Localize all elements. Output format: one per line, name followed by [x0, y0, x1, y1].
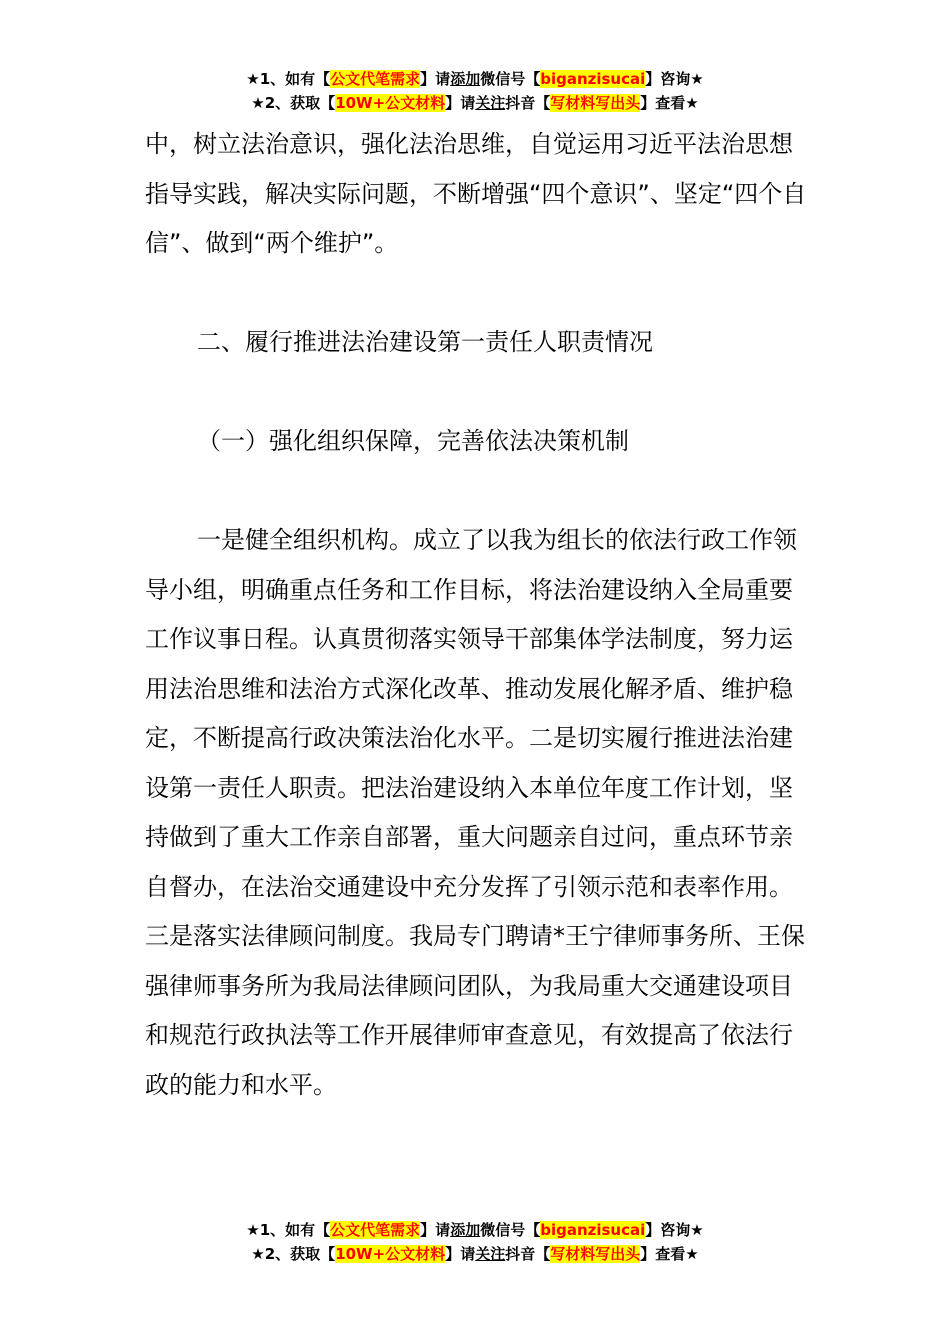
banner-text: ★2、获取【 [251, 94, 336, 112]
banner-text: 】查看★ [640, 1245, 699, 1263]
spacer [145, 269, 810, 319]
banner-highlight: 10W+公文材料 [335, 94, 446, 112]
paragraph: 一是健全组织机构。成立了以我为组长的依法行政工作领导小组，明确重点任务和工作目标，将法治建设纳入全局重要工作议事日程。认真贯彻落实领导干部集体学法制度，努力运用法治思维和法治方式深化改革、推动发展化解矛盾、维护稳定，不断提高行政决策法治化水平。二是切实履行推进法治建设第一责任人职责。把法治建设纳入本单位年度工作计划，坚持做到了重大工作亲自部署，重大问题亲自过问，重点环节亲自督办，在法治交通建设中充分发挥了引领示范和表率作用。三是落实法律顾问制度。我局专门聘请*王宁律师事务所、王保强律师事务所为我局法律顾问团队，为我局重大交通建设项目和规范行政执法等工作开展律师审查意见，有效提高了依法行政的能力和水平。 [145, 526, 805, 1099]
banner-text: 】请 [445, 94, 476, 112]
banner-line-2 [0, 1242, 950, 1266]
banner-text: ★1、如有【 [246, 70, 331, 88]
banner-text: 】咨询★ [645, 1221, 704, 1239]
banner-line-2 [0, 91, 950, 115]
banner-text: 】请 [420, 1221, 451, 1239]
banner-text: 微信号【 [480, 70, 541, 88]
banner-line-1 [0, 1218, 950, 1242]
banner-highlight: 10W+公文材料 [335, 1245, 446, 1263]
banner-text: 微信号【 [480, 1221, 541, 1239]
sub-heading: （一）强化组织保障，完善依法决策机制 [197, 427, 629, 455]
spacer [145, 467, 810, 517]
banner-text: ★2、获取【 [251, 1245, 336, 1263]
banner-underline-text: 关注 [475, 1245, 506, 1263]
footer-banner [0, 1218, 950, 1266]
banner-text: ★1、如有【 [246, 1221, 331, 1239]
banner-text: 】请 [445, 1245, 476, 1263]
document-body [145, 120, 810, 1110]
banner-line-1 [0, 67, 950, 91]
section-heading: 二、履行推进法治建设第一责任人职责情况 [197, 328, 653, 356]
banner-highlight-wechat: biganzisucai [540, 70, 646, 88]
spacer [145, 368, 810, 418]
header-banner [0, 67, 950, 115]
banner-text: 】请 [420, 70, 451, 88]
banner-text: 】查看★ [640, 94, 699, 112]
banner-text: 】咨询★ [645, 70, 704, 88]
paragraph: 中，树立法治意识，强化法治思维，自觉运用习近平法治思想指导实践，解决实际问题，不断增强“四个意识”、坚定“四个自信”、做到“两个维护”。 [145, 130, 807, 257]
banner-highlight-douyin: 写材料写出头 [550, 94, 641, 112]
banner-highlight-wechat: biganzisucai [540, 1221, 646, 1239]
banner-underline-text: 关注 [475, 94, 506, 112]
banner-text: 抖音【 [505, 1245, 551, 1263]
banner-underline-text: 添加 [450, 70, 481, 88]
banner-highlight: 公文代笔需求 [330, 1221, 421, 1239]
banner-underline-text: 添加 [450, 1221, 481, 1239]
banner-highlight: 公文代笔需求 [330, 70, 421, 88]
banner-text: 抖音【 [505, 94, 551, 112]
banner-highlight-douyin: 写材料写出头 [550, 1245, 641, 1263]
